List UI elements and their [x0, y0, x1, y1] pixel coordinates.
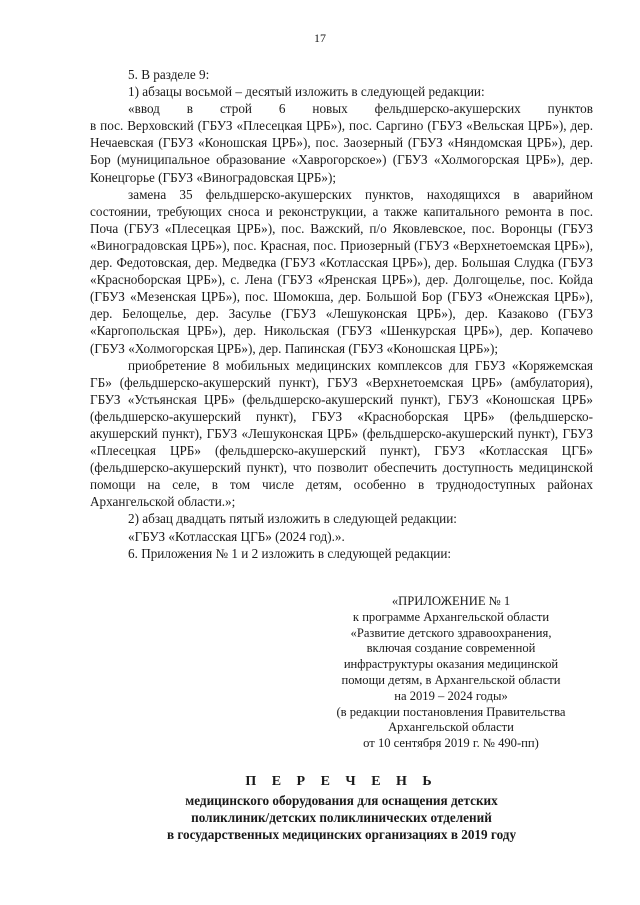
subitem-1: 1) абзацы восьмой – десятый изложить в следующей редакции:	[128, 84, 485, 100]
appendix-line: включая создание современной	[366, 641, 536, 656]
heading-title: П Е Р Е Ч Е Н Ь	[245, 774, 438, 789]
heading-line: в государственных медицинских организациях в 2019 году	[166, 827, 517, 842]
document-body	[90, 66, 593, 562]
subitem-2: 2) абзац двадцать пятый изложить в следующей редакции:	[128, 511, 457, 527]
quoted-replacement: «ГБУЗ «Котласская ЦГБ» (2024 год).».	[128, 528, 345, 544]
appendix-line: помощи детям, в Архангельской области	[341, 672, 561, 687]
appendix-line: от 10 сентября 2019 г. № 490-пп)	[363, 736, 539, 751]
paragraph-new-stations: в пос. Верховский (ГБУЗ «Плесецкая ЦРБ»), пос. Саргино (ГБУЗ «Вельская ЦРБ»), дер. Нечаевская (ГБУЗ «Коношская ЦРБ»), пос. Заозерный (ГБУЗ «Няндомская ЦРБ»), дер. Бор (муниципальное образование «Хаврогорское») (ГБУЗ «Холмогорская ЦРБ»), дер. Конецгорье (ГБУЗ «Виноградовская ЦРБ»);	[90, 118, 593, 185]
appendix-line: Архангельской области	[388, 720, 514, 735]
appendix-line: «Развитие детского здравоохранения,	[350, 625, 552, 640]
appendix-block	[300, 594, 602, 752]
appendix-line: (в редакции постановления Правительства	[336, 704, 566, 719]
paragraph-replacement: замена 35 фельдшерско-акушерских пунктов, находящихся в аварийном состоянии, требующих сноса и реконструкции, а также капитального ремонта в пос. Поча (ГБУЗ «Плесецкая ЦРБ»), пос. Важский, п/о Яковлевское, пос. Воронцы (ГБУЗ «Виноградовская ЦРБ»), пос. Красная, пос. Приозерный (ГБУЗ «Верхнетоемская ЦРБ»), дер. Федотовская, дер. Медведка (ГБУЗ «Котласская ЦРБ»), дер. Большая Слудка (ГБУЗ «Красноборская ЦРБ»), с. Лена (ГБУЗ «Яренская ЦРБ»), дер. Долгощелье, пос. Койда (ГБУЗ «Мезенская ЦРБ»), пос. Шомокша, дер. Большой Бор (ГБУЗ «Онежская ЦРБ»), дер. Белощелье, дер. Засулье (ГБУЗ «Лешуконская ЦРБ»), дер. Казаково (ГБУЗ «Каргопольская ЦРБ»), дер. Никольская (ГБУЗ «Шенкурская ЦРБ»), дер. Копачево (ГБУЗ «Холмогорская ЦРБ»), дер. Папинская (ГБУЗ «Коношская ЦРБ»);	[90, 186, 593, 356]
appendix-line: на 2019 – 2024 годы»	[394, 688, 508, 703]
appendix-line: инфраструктуры оказания медицинской	[343, 657, 559, 672]
appendix-line: к программе Архангельской области	[352, 609, 550, 624]
paragraph-mobile-complexes: приобретение 8 мобильных медицинских комплексов для ГБУЗ «Коряжемская ГБ» (фельдшерско-акушерский пункт), ГБУЗ «Верхнетоемская ЦРБ» (амбулатория), ГБУЗ «Устьянская ЦРБ» (фельдшерско-акушерский пункт), ГБУЗ «Коношская ЦРБ» (фельдшерско-акушерский пункт), ГБУЗ «Красноборская ЦРБ» (фельдшерско-акушерский пункт), ГБУЗ «Лешуконская ЦРБ» (фельдшерско-акушерский пункт), ГБУЗ «Плесецкая ЦРБ» (фельдшерско-акушерский пункт), ГБУЗ «Котласская ЦГБ» (фельдшерско-акушерский пункт), что позволит обеспечить доступность медицинской помощи на селе, в том числе детям, особенно в труднодоступных районах Архангельской области.»;	[90, 357, 593, 510]
heading-line: поликлиник/детских поликлинических отделений	[191, 810, 492, 825]
section-item-5: 5. В разделе 9:	[128, 67, 210, 82]
page-number: 17	[314, 31, 326, 45]
paragraph-intro-line: «ввод в строй 6 новых фельдшерско-акушерских пунктов	[128, 101, 593, 117]
section-item-6: 6. Приложения № 1 и 2 изложить в следующей редакции:	[128, 545, 452, 561]
appendix-title: «ПРИЛОЖЕНИЕ № 1	[391, 594, 511, 608]
heading-line: медицинского оборудования для оснащения детских	[185, 793, 498, 808]
list-heading	[90, 773, 593, 843]
